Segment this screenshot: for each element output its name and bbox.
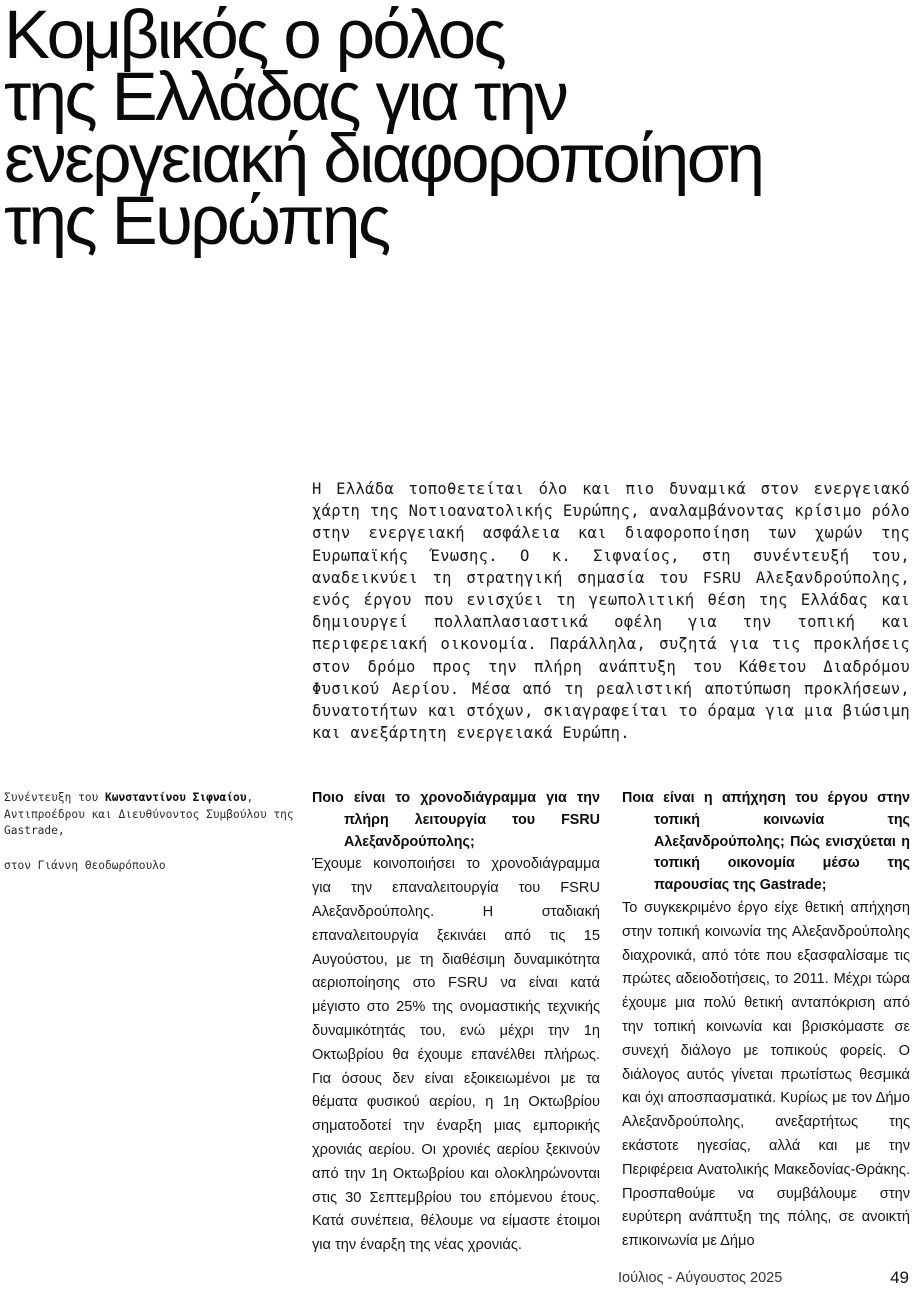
title-line: Κομβικός ο ρόλος <box>4 0 505 73</box>
interview-answer: Έχουμε κοινοποιήσει το χρονοδιάγραμμα για την επαναλειτουργία του FSRU Αλεξανδρούπολης. Η σταδιακή επαναλειτουργία ξεκινάει από τις 15 Αυγούστου, με τη διαθέσιμη δυναμικότητα αεριοποίησης στο FSRU να είναι κατά μέγιστο στο 25% της ονομαστικής τεχνικής δυναμικότητάς του, ενώ μέχρι την 1η Οκτωβρίου θα έχουμε επανέλθει πλήρως. Για όσους δεν είναι εξοικειωμένοι με τα θέματα φυσικού αερίου, η 1η Οκτωβρίου σηματοδοτεί την έναρξη μιας εμπορικής χρονιάς αερίου. Οι χρονιές αερίου ξεκινούν από την 1η Οκτωβρίου και ολοκληρώνονται στις 30 Σεπτεμβρίου του επόμενου έτους. Κατά συνέπεια, θέλουμε να είμαστε έτοιμοι για την έναρξη της νέας χρονιάς. <box>312 856 600 1254</box>
interview-question: Ποιο είναι το χρονοδιάγραμμα για την πλήρη λειτουργία του FSRU Αλεξανδρούπολης; <box>312 790 600 850</box>
byline-prefix: Συνέντευξη του <box>4 791 106 804</box>
title-line: της Ελλάδας για την <box>4 58 567 135</box>
byline-credit <box>4 790 294 840</box>
qa-column-right <box>622 788 910 1254</box>
title-line: της Ευρώπης <box>4 182 389 259</box>
interview-question: Ποια είναι η απήχηση του έργου στην τοπική κοινωνία της Αλεξανδρούπολης; Πώς ενισχύεται η τοπική οικονομία μέσω της παρουσίας της Gastrade; <box>622 790 910 894</box>
qa-column-left <box>312 788 600 1258</box>
interview-answer: Το συγκεκριμένο έργο είχε θετική απήχηση στην τοπική κοινωνία της Αλεξανδρούπολης διαχρονικά, από τότε που εξασφαλίσαμε τις πρώτες αδειοδοτήσεις, το 2011. Μέχρι τώρα έχουμε μια πολύ θετική ανταπόκριση από την τοπική κοινωνία και βρισκόμαστε σε συνεχή διάλογο με τοπικούς φορείς. Ο διάλογος αυτός γίνεται πρωτίστως θεσμικά και όχι αποσπασματικά. Κυρίως με τον Δήμο Αλεξανδρούπολης, ανεξαρτήτως της εκάστοτε ηγεσίας, αλλά και με την Περιφέρεια Ανατολικής Μακεδονίας-Θράκης. Προσπαθούμε να συμβάλουμε στην ευρύτερη ανάπτυξη της πόλης, σε ανοικτή επικοινωνία με Δήμο <box>622 899 910 1250</box>
interviewee-name: Κωνσταντίνου Σιφναίου <box>105 791 247 804</box>
interviewer-credit: στον Γιάννη Θεοδωρόπουλο <box>4 858 166 872</box>
article-lead: Η Ελλάδα τοποθετείται όλο και πιο δυναμικά στον ενεργειακό χάρτη της Νοτιοανατολικής Ευρώπης, αναλαμβάνοντας κρίσιμο ρόλο στην ενεργειακή ασφάλεια και διαφοροποίηση των χωρών της Ευρωπαϊκής Ένωσης. Ο κ. Σιφναίος, στη συνέντευξή του, αναδεικνύει τη στρατηγική σημασία του FSRU Αλεξανδρούπολης, ενός έργου που ενισχύει τη γεωπολιτική θέση της Ελλάδας και δημιουργεί πολλαπλασιαστικά οφέλη για την τοπική και περιφερειακή οικονομία. Παράλληλα, συζητά για τις προκλήσεις στον δρόμο προς την πλήρη ανάπτυξη του Κάθετου Διαδρόμου Φυσικού Αερίου. Μέσα από τη ρεαλιστική αποτύπωση προκλήσεων, δυνατοτήτων και στόχων, σκιαγραφείται το όραμα για μια βιώσιμη και ανεξάρτητη ενεργειακά Ευρώπη. <box>312 480 910 743</box>
byline <box>4 790 294 874</box>
page-number: 49 <box>890 1268 909 1287</box>
title-line: ενεργειακή διαφοροποίηση <box>4 120 763 197</box>
interviewee-role: , Αντιπροέδρου και Διευθύνοντος Συμβούλου της Gastrade, <box>4 791 294 837</box>
issue-date: Ιούλιος - Αύγουστος 2025 <box>618 1270 783 1286</box>
byline-spacer <box>4 840 294 858</box>
article-title <box>4 0 909 259</box>
